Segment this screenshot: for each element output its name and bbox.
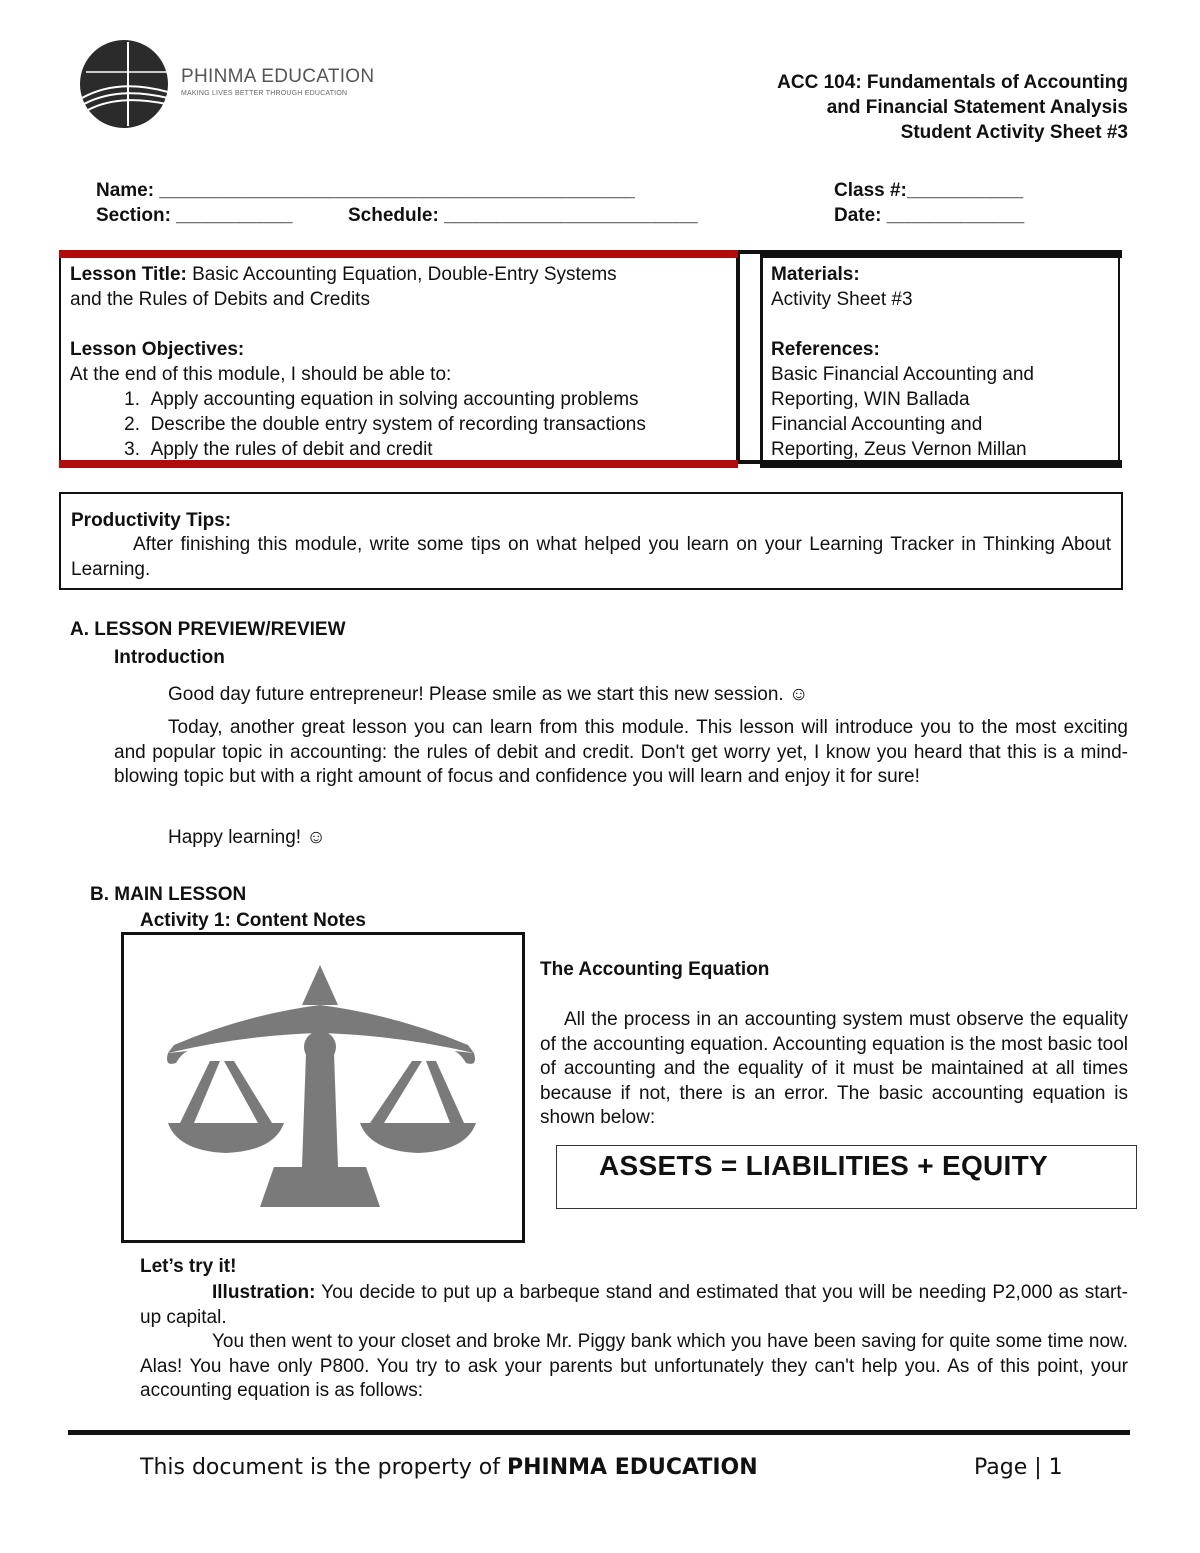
lesson-title-text: Basic Accounting Equation, Double-Entry Systems — [186, 264, 617, 285]
happy-learning: Happy learning! ☺ — [168, 827, 326, 848]
tips-label: Productivity Tips: — [71, 510, 232, 531]
globe-logo-icon — [78, 38, 174, 130]
class-field[interactable]: Class #:___________ — [834, 180, 1024, 201]
balance-scale-icon — [124, 935, 522, 1240]
equation-box — [556, 1145, 1137, 1209]
lesson-title-text-2: and the Rules of Debits and Credits — [70, 289, 370, 310]
materials-box — [760, 252, 1120, 462]
lesson-box-top-bar — [59, 250, 738, 258]
materials-label: Materials: — [771, 264, 860, 285]
logo-name: PHINMA EDUCATION — [181, 66, 375, 87]
date-field[interactable]: Date: _____________ — [834, 205, 1025, 226]
objective-item: 1. Apply accounting equation in solving accounting problems — [124, 389, 639, 410]
tips-text: After finishing this module, write some tips on what helped you learn on your Learning Tracker in Thinking About Learning. — [71, 534, 1111, 580]
references-label: References: — [771, 339, 880, 360]
objective-item: 2. Describe the double entry system of recording transactions — [124, 414, 646, 435]
logo-tagline: MAKING LIVES BETTER THROUGH EDUCATION — [181, 90, 348, 97]
piggy-bank-paragraph: You then went to your closet and broke Mr. Piggy bank which you have been saving for quite some time now. Alas! You have only P800. You try to ask your parents but unfortunately they can't help you. As of this point, your accounting equation is as follows: — [140, 1331, 1128, 1401]
section-field[interactable]: Section: ___________ — [96, 205, 293, 226]
lesson-box — [59, 252, 738, 462]
activity-heading: Activity 1: Content Notes — [140, 910, 366, 931]
objectives-label: Lesson Objectives: — [70, 339, 245, 360]
footer-ownership: This document is the property of PHINMA EDUCATION — [140, 1455, 758, 1480]
intro-greeting: Good day future entrepreneur! Please smile as we start this new session. ☺ — [168, 684, 809, 705]
schedule-field[interactable]: Schedule: ________________________ — [348, 205, 698, 226]
lesson-title-label: Lesson Title: — [70, 264, 187, 285]
section-b-heading: B. MAIN LESSON — [90, 884, 247, 905]
illustration-label: Illustration: — [212, 1282, 316, 1303]
introduction-heading: Introduction — [114, 647, 225, 668]
reference-line: Reporting, WIN Ballada — [771, 389, 970, 410]
page-number: Page | 1 — [974, 1455, 1063, 1480]
section-a-heading: A. LESSON PREVIEW/REVIEW — [70, 619, 346, 640]
reference-line: Financial Accounting and — [771, 414, 983, 435]
activity-sheet-title: Student Activity Sheet #3 — [900, 122, 1128, 143]
accounting-equation-paragraph: All the process in an accounting system must observe the equality of the accounting equation. Accounting equation is the most basic tool of accounting and the equality of it must be maintained at all times because if not, there is an error. The basic accounting equation is shown below: — [540, 1009, 1128, 1128]
illustration-paragraph — [140, 1281, 1128, 1330]
name-field[interactable]: Name: _____________________________________________ — [96, 180, 635, 201]
objectives-intro: At the end of this module, I should be able to: — [70, 364, 452, 385]
reference-line: Basic Financial Accounting and — [771, 364, 1034, 385]
course-subtitle: and Financial Statement Analysis — [826, 97, 1128, 118]
productivity-tips-box — [59, 492, 1123, 590]
course-title: ACC 104: Fundamentals of Accounting — [777, 72, 1128, 93]
lets-try-it-heading: Let’s try it! — [140, 1256, 237, 1277]
accounting-equation: ASSETS = LIABILITIES + EQUITY — [599, 1150, 1049, 1181]
objective-item: 3. Apply the rules of debit and credit — [124, 439, 433, 460]
illustration-text: You decide to put up a barbeque stand and estimated that you will be needing P2,000 as start-up capital. — [140, 1282, 1128, 1328]
materials-text: Activity Sheet #3 — [771, 289, 913, 310]
intro-paragraph: Today, another great lesson you can learn from this module. This lesson will introduce you to the most exciting and popular topic in accounting: the rules of debit and credit. Don't get worry yet, I know you heard that this is a mind-blowing topic but with a right amount of focus and confidence you will learn and enjoy it for sure! — [114, 717, 1128, 787]
footer-divider — [68, 1430, 1130, 1435]
scale-image-frame — [121, 932, 525, 1243]
materials-box-top-bar — [760, 250, 1122, 258]
reference-line: Reporting, Zeus Vernon Millan — [771, 439, 1027, 460]
accounting-equation-title: The Accounting Equation — [540, 959, 770, 980]
